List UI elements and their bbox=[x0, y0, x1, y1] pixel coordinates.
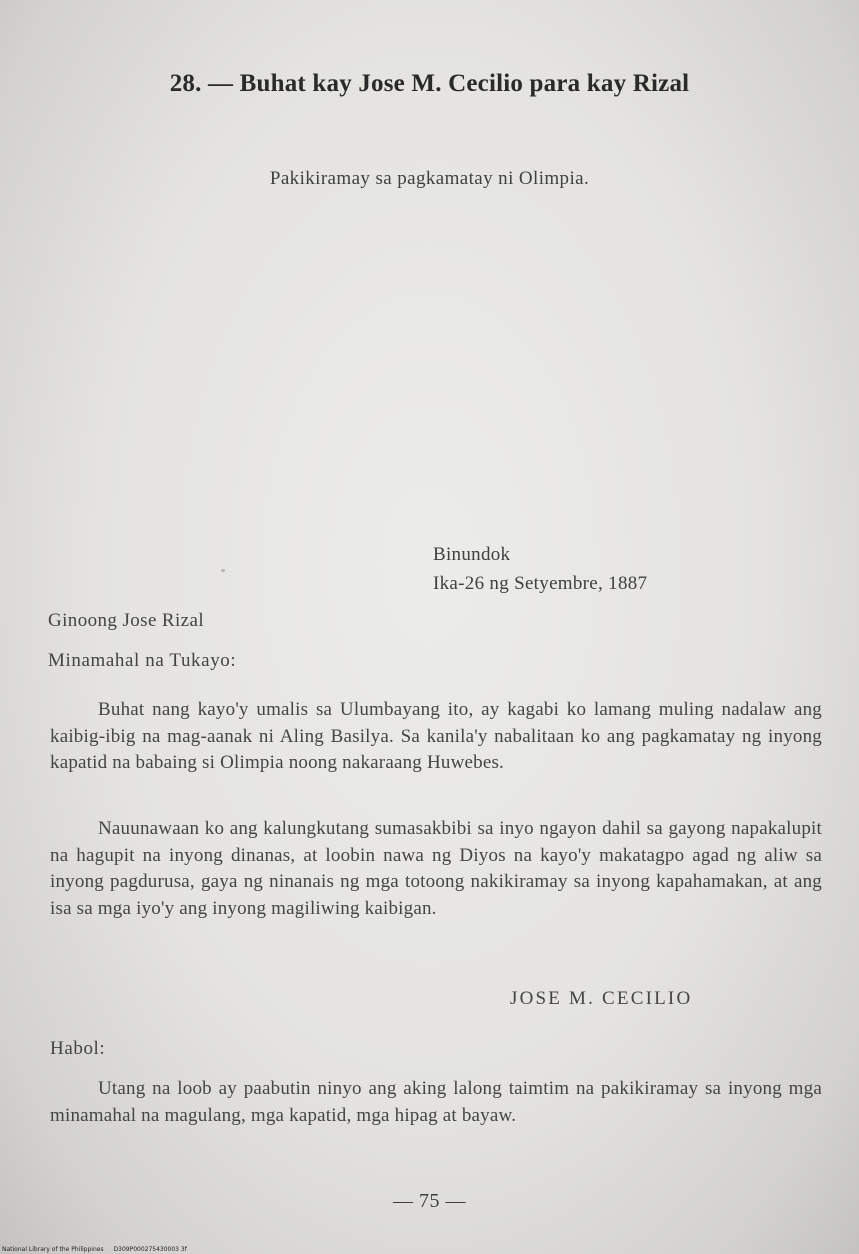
letter-place: Binundok bbox=[433, 544, 511, 565]
footer-code: D309P000275430003 3f bbox=[113, 1246, 187, 1253]
body-paragraph-1: Buhat nang kayo'y umalis sa Ulumbayang ito, ay kagabi ko lamang muling nadalaw ang kaibig-ibig na mag-aanak ni Aling Basilya. Sa kanila'y nabalitaan ko ang pagkamatay ng inyong kapatid na babaing si Olimpia noong nakaraang Huwebes. bbox=[50, 699, 822, 773]
scan-footer bbox=[2, 1246, 195, 1253]
signature: JOSE M. CECILIO bbox=[510, 988, 693, 1009]
greeting: Minamahal na Tukayo: bbox=[48, 650, 237, 671]
place-date-block bbox=[433, 540, 647, 598]
letter-date: Ika-26 ng Setyembre, 1887 bbox=[433, 573, 648, 594]
scan-speck bbox=[221, 569, 225, 572]
letter-subtitle: Pakikiramay sa pagkamatay ni Olimpia. bbox=[269, 168, 590, 189]
footer-source: National Library of the Philippines bbox=[2, 1246, 104, 1253]
body-paragraph-2: Nauunawaan ko ang kalungkutang sumasakbibi sa inyo ngayon dahil sa gayong napakalupit na hagupit na inyong dinanas, at loobin nawa ng Diyos na kayo'y makatagpo agad ng aliw sa inyong pagdurusa, gaya ng ninanais ng mga totoong nakikiramay sa inyong kapahamakan, at ang isa sa mga iyo'y ang inyong magiliwing kaibigan. bbox=[50, 818, 822, 919]
postscript-paragraph: Utang na loob ay paabutin ninyo ang aking lalong taimtim na pakikiramay sa inyong mga minamahal na magulang, mga kapatid, mga hipag at bayaw. bbox=[50, 1078, 822, 1126]
salutation: Ginoong Jose Rizal bbox=[48, 610, 205, 631]
page-number: — 75 — bbox=[393, 1190, 466, 1212]
letter-title: 28. — Buhat kay Jose M. Cecilio para kay Rizal bbox=[169, 70, 690, 97]
postscript-label: Habol: bbox=[50, 1038, 106, 1059]
